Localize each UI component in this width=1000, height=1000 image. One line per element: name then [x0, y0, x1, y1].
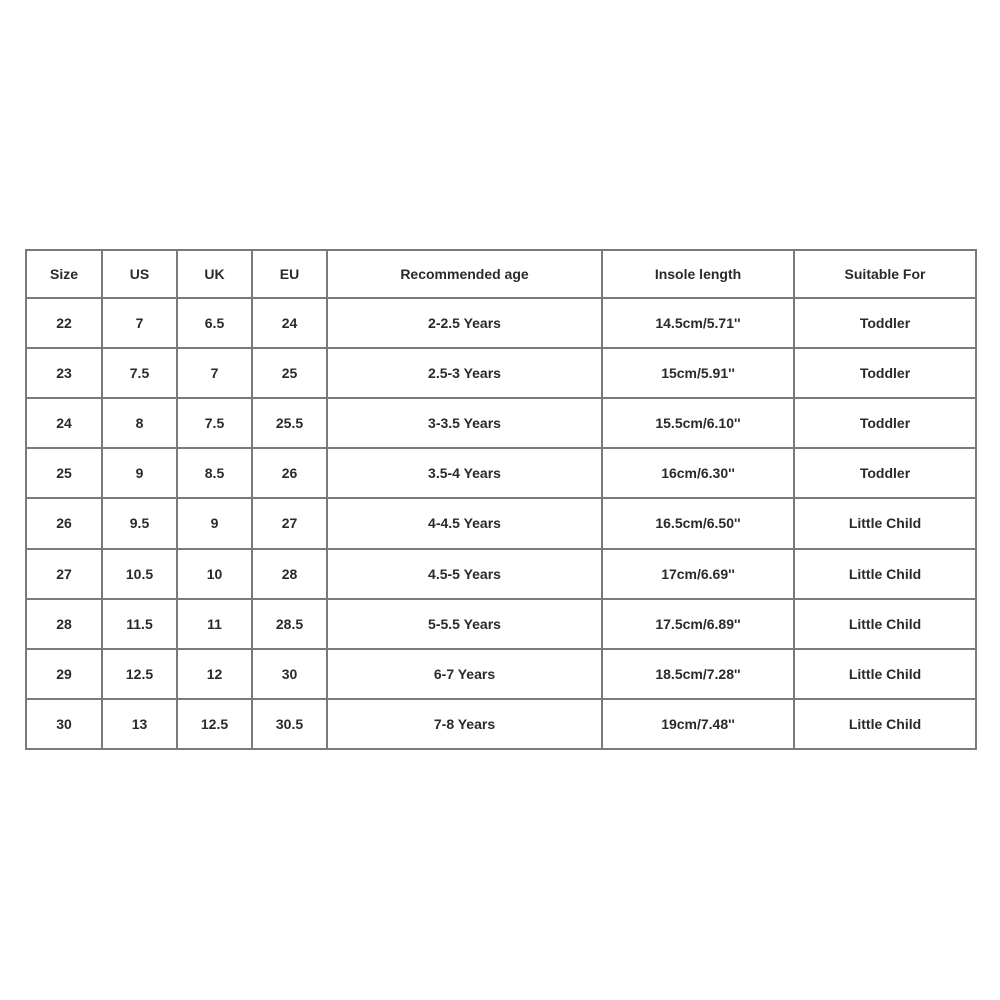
cell-us: 11.5 [102, 599, 177, 649]
cell-insole-length: 16.5cm/6.50'' [602, 498, 794, 548]
cell-uk: 12 [177, 649, 252, 699]
cell-suitable-for: Little Child [794, 649, 976, 699]
cell-size: 30 [26, 699, 102, 749]
cell-insole-length: 15cm/5.91'' [602, 348, 794, 398]
cell-us: 9.5 [102, 498, 177, 548]
cell-suitable-for: Little Child [794, 498, 976, 548]
cell-suitable-for: Little Child [794, 599, 976, 649]
cell-size: 29 [26, 649, 102, 699]
header-suitable-for: Suitable For [794, 250, 976, 298]
header-insole-length: Insole length [602, 250, 794, 298]
table-row [26, 599, 976, 649]
cell-insole-length: 15.5cm/6.10'' [602, 398, 794, 448]
table-row [26, 699, 976, 749]
cell-uk: 11 [177, 599, 252, 649]
cell-eu: 30 [252, 649, 327, 699]
cell-recommended-age: 4-4.5 Years [327, 498, 602, 548]
cell-suitable-for: Little Child [794, 699, 976, 749]
cell-recommended-age: 6-7 Years [327, 649, 602, 699]
cell-recommended-age: 3-3.5 Years [327, 398, 602, 448]
cell-eu: 25.5 [252, 398, 327, 448]
cell-eu: 24 [252, 298, 327, 348]
cell-uk: 10 [177, 549, 252, 599]
cell-us: 7 [102, 298, 177, 348]
cell-suitable-for: Toddler [794, 298, 976, 348]
cell-eu: 27 [252, 498, 327, 548]
cell-suitable-for: Toddler [794, 398, 976, 448]
cell-us: 7.5 [102, 348, 177, 398]
cell-insole-length: 18.5cm/7.28'' [602, 649, 794, 699]
cell-eu: 25 [252, 348, 327, 398]
header-size: Size [26, 250, 102, 298]
cell-suitable-for: Little Child [794, 549, 976, 599]
header-us: US [102, 250, 177, 298]
table-row [26, 448, 976, 498]
cell-eu: 28 [252, 549, 327, 599]
cell-us: 9 [102, 448, 177, 498]
cell-insole-length: 14.5cm/5.71'' [602, 298, 794, 348]
cell-us: 12.5 [102, 649, 177, 699]
cell-suitable-for: Toddler [794, 348, 976, 398]
header-row [26, 250, 976, 298]
cell-size: 26 [26, 498, 102, 548]
cell-size: 27 [26, 549, 102, 599]
cell-us: 13 [102, 699, 177, 749]
cell-recommended-age: 7-8 Years [327, 699, 602, 749]
cell-us: 10.5 [102, 549, 177, 599]
cell-eu: 28.5 [252, 599, 327, 649]
cell-size: 22 [26, 298, 102, 348]
cell-size: 25 [26, 448, 102, 498]
cell-uk: 9 [177, 498, 252, 548]
cell-recommended-age: 2.5-3 Years [327, 348, 602, 398]
cell-uk: 7 [177, 348, 252, 398]
cell-suitable-for: Toddler [794, 448, 976, 498]
table-row [26, 298, 976, 348]
header-uk: UK [177, 250, 252, 298]
cell-recommended-age: 2-2.5 Years [327, 298, 602, 348]
header-eu: EU [252, 250, 327, 298]
table-row [26, 549, 976, 599]
cell-insole-length: 19cm/7.48'' [602, 699, 794, 749]
table-row [26, 649, 976, 699]
cell-eu: 30.5 [252, 699, 327, 749]
cell-us: 8 [102, 398, 177, 448]
cell-insole-length: 17.5cm/6.89'' [602, 599, 794, 649]
cell-recommended-age: 3.5-4 Years [327, 448, 602, 498]
cell-uk: 6.5 [177, 298, 252, 348]
table-row [26, 498, 976, 548]
cell-uk: 12.5 [177, 699, 252, 749]
table-row [26, 398, 976, 448]
size-chart-table [25, 249, 977, 750]
cell-uk: 7.5 [177, 398, 252, 448]
cell-size: 28 [26, 599, 102, 649]
cell-size: 23 [26, 348, 102, 398]
cell-uk: 8.5 [177, 448, 252, 498]
cell-eu: 26 [252, 448, 327, 498]
table-row [26, 348, 976, 398]
header-recommended-age: Recommended age [327, 250, 602, 298]
cell-size: 24 [26, 398, 102, 448]
cell-insole-length: 17cm/6.69'' [602, 549, 794, 599]
cell-insole-length: 16cm/6.30'' [602, 448, 794, 498]
cell-recommended-age: 5-5.5 Years [327, 599, 602, 649]
cell-recommended-age: 4.5-5 Years [327, 549, 602, 599]
